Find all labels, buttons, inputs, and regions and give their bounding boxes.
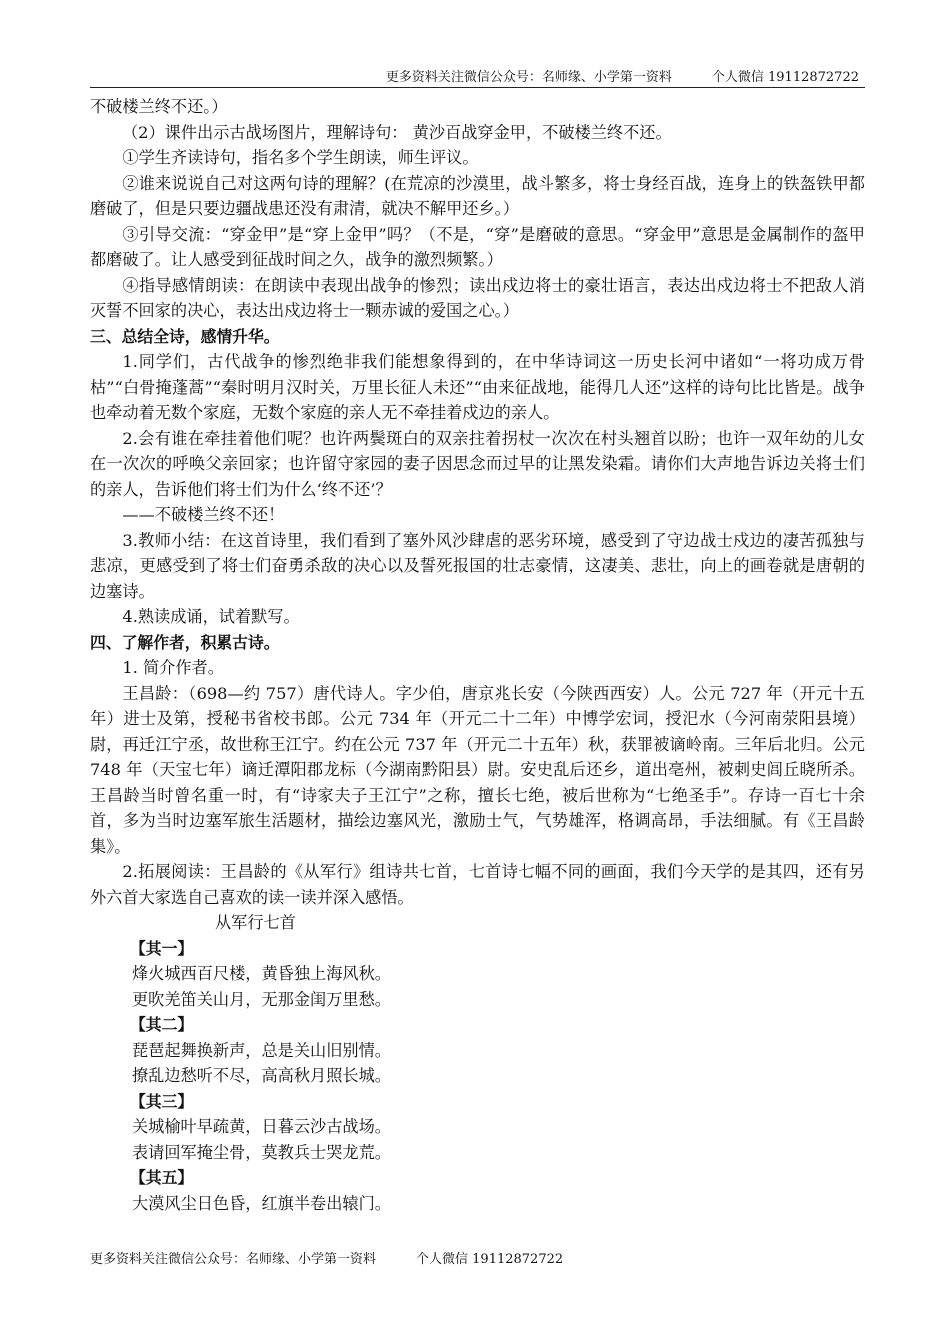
- poem-line: 撩乱边愁听不尽，高高秋月照长城。: [132, 1066, 391, 1085]
- paragraph: 1.同学们，古代战争的惨烈绝非我们能想象得到的，在中华诗词这一历史长河中诸如“一将功成万骨枯”“白骨掩蓬蒿”“秦时明月汉时关，万里长征人未还”“由来征战地，能得几人还”这样的诗句比比皆是。战争也牵动着无数个家庭，无数个家庭的亲人无不牵挂着戍边的亲人。: [90, 352, 865, 422]
- section-heading: 四、了解作者，积累古诗。: [90, 632, 280, 652]
- page-footer: [90, 1248, 563, 1267]
- paragraph: 不破楼兰终不还。）: [90, 97, 228, 116]
- footer-wechat: 个人微信 19112872722: [416, 1252, 564, 1267]
- header-source: 更多资料关注微信公众号：名师缘、小学第一资料: [385, 70, 672, 85]
- paragraph: ③引导交流：“穿金甲”是“穿上金甲”吗？（不是，“穿”是磨破的意思。“穿金甲”意思是金属制作的盔甲都磨破了。让人感受到征战时间之久，战争的激烈频繁。）: [90, 224, 865, 269]
- poem-label: 【其三】: [130, 1091, 194, 1111]
- poem-line: 大漠风尘日色昏，红旗半卷出辕门。: [132, 1193, 391, 1213]
- poem-label: 【其二】: [130, 1015, 194, 1034]
- paragraph: 王昌龄：（698—约 757）唐代诗人。字少伯，唐京兆长安（今陕西西安）人。公元 727 年（开元十五年）进士及第，授秘书省校书郎。公元 734 年（开元二十二年）中博学宏词，授汜水（今河南荥阳县境）尉，再迁江宁丞，故世称王江宁。约在公元 737 年（开元二十五年）秋，获罪被谪岭南。三年后北归。公元 748 年（天宝七年）谪迁潭阳郡龙标（今湖南黔阳县）尉。安史乱后还乡，道出亳州，被刺史闾丘晓所杀。王昌龄当时曾名重一时，有“诗家夫子王江宁”之称，擅长七绝，被后世称为“七绝圣手”。存诗一百七十余首，多为当时边塞军旅生活题材，描绘边塞风光，激励士气，气势雄浑，格调高昂，手法细腻。有《王昌龄集》。: [90, 683, 865, 856]
- poem-line: 关城榆叶早疏黄，日暮云沙古战场。: [132, 1117, 391, 1136]
- poem-line: 烽火城西百尺楼，黄昏独上海风秋。: [132, 964, 391, 983]
- paragraph: 2.拓展阅读：王昌龄的《从军行》组诗共七首，七首诗七幅不同的画面，我们今天学的是其四，还有另外六首大家选自己喜欢的读一读并深入感悟。: [90, 862, 865, 907]
- poem-label: 【其一】: [130, 938, 194, 958]
- poem-line: 琵琶起舞换新声，总是关山旧别情。: [132, 1040, 391, 1060]
- paragraph: 3.教师小结：在这首诗里，我们看到了塞外风沙肆虐的恶劣环境，感受到了守边战士戍边的凄苦孤独与悲凉，更感受到了将士们奋勇杀敌的决心以及誓死报国的壮志豪情，这凄美、悲壮，向上的画卷就是唐朝的边塞诗。: [90, 530, 865, 601]
- page-header: [90, 66, 865, 88]
- paragraph: ②谁来说说自己对这两句诗的理解？(在荒凉的沙漠里，战斗繁多，将士身经百战，连身上的铁盔铁甲都磨破了，但是只要边疆战患还没有肃清，就决不解甲还乡。）: [90, 173, 865, 218]
- footer-source: 更多资料关注微信公众号：名师缘、小学第一资料: [90, 1252, 377, 1267]
- paragraph: 1. 简介作者。: [122, 658, 224, 677]
- section-heading: 三、总结全诗，感情升华。: [90, 326, 280, 346]
- paragraph: （2）课件出示古战场图片，理解诗句： 黄沙百战穿金甲，不破楼兰终不还。: [122, 122, 672, 142]
- paragraph: ④指导感情朗读：在朗读中表现出战争的惨烈；读出戍边将士的豪壮语言，表达出戍边将士不把敌人消灭誓不回家的决心，表达出戍边将士一颗赤诚的爱国之心。）: [90, 275, 865, 320]
- header-wechat: 个人微信 19112872722: [711, 70, 859, 85]
- poem-line: 表请回军掩尘骨，莫教兵士哭龙荒。: [132, 1142, 391, 1162]
- paragraph: ——不破楼兰终不还！: [122, 505, 285, 524]
- paragraph: 4.熟读成诵，试着默写。: [122, 607, 300, 626]
- poem-line: 更吹羌笛关山月，无那金闺万里愁。: [132, 989, 391, 1009]
- poem-collection-title: 从军行七首: [215, 913, 296, 932]
- paragraph: 2.会有谁在牵挂着他们呢？也许两鬓斑白的双亲拄着拐杖一次次在村头翘首以盼；也许一双年幼的儿女在一次次的呼唤父亲回家；也许留守家园的妻子因思念而过早的让黑发染霜。请你们大声地告诉边关将士们的亲人，告诉他们将士们为什么‘终不还’？: [90, 428, 865, 499]
- paragraph: ①学生齐读诗句，指名多个学生朗读，师生评议。: [122, 148, 479, 167]
- poem-label: 【其五】: [130, 1168, 194, 1187]
- document-body: [90, 94, 865, 1216]
